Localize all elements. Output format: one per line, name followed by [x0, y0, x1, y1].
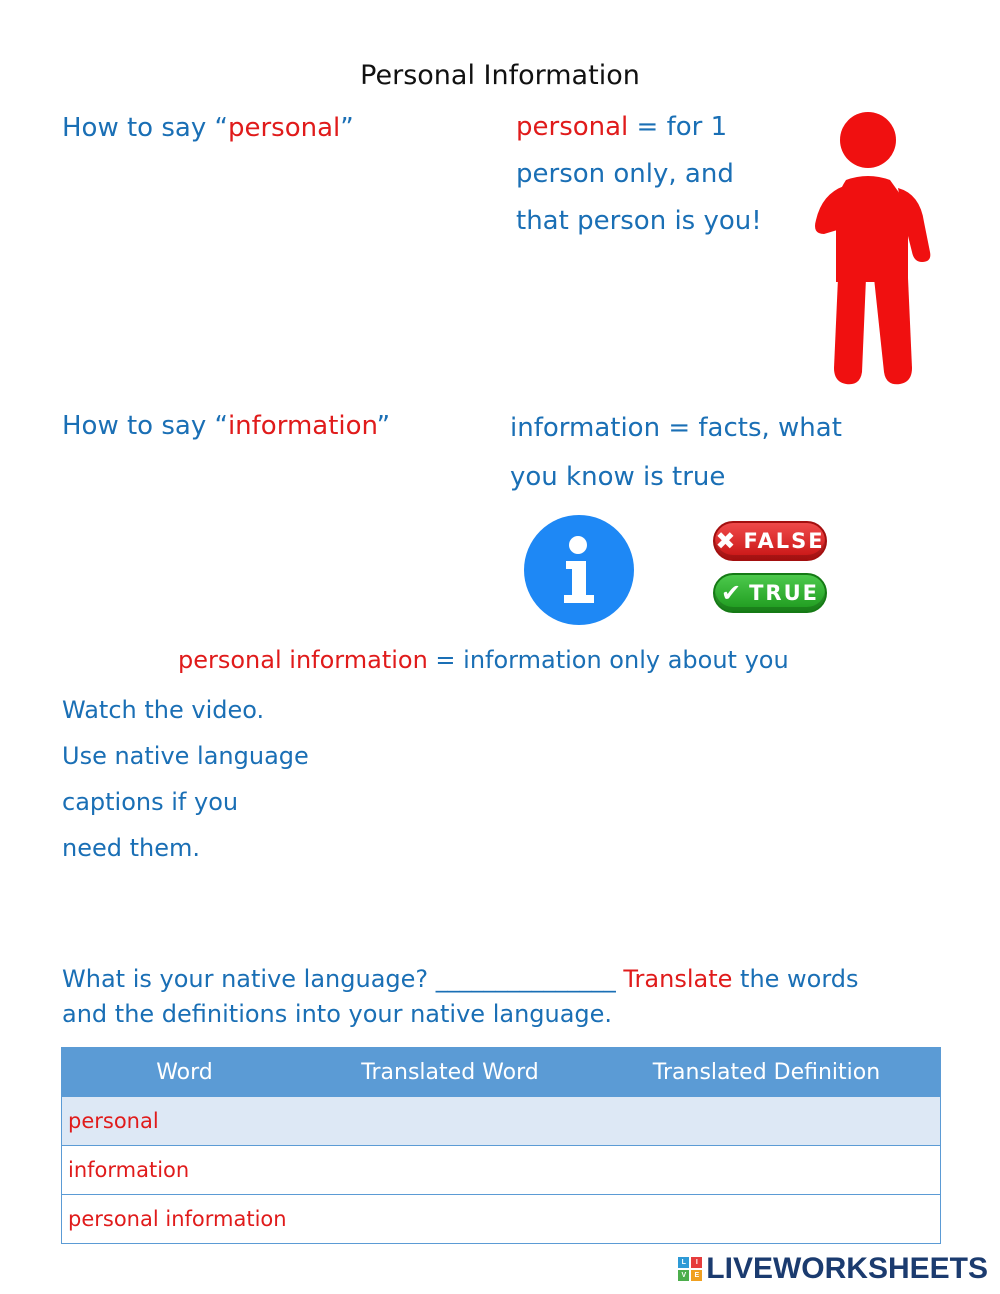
word-cell: personal	[62, 1097, 308, 1146]
x-icon: ✖	[715, 527, 738, 555]
translation-table	[61, 1047, 941, 1244]
definition-line: that person is you!	[516, 206, 762, 236]
how-to-say-personal	[62, 113, 354, 143]
brand-name: LIVEWORKSHEETS	[706, 1252, 988, 1285]
how-to-say-information	[62, 411, 390, 441]
definition-rest: = for 1	[628, 112, 728, 142]
question-line2: and the definitions into your native language.	[62, 1000, 613, 1028]
false-label: FALSE	[743, 529, 825, 553]
how-to-prefix: How to say “	[62, 113, 228, 143]
translated-definition-cell[interactable]	[593, 1097, 941, 1146]
header-translated-definition: Translated Definition	[593, 1048, 941, 1097]
how-to-suffix: ”	[376, 411, 391, 441]
how-to-suffix: ”	[340, 113, 354, 143]
header-translated-word: Translated Word	[308, 1048, 593, 1097]
combined-definition: = information only about you	[427, 646, 789, 674]
combined-term: personal information	[178, 646, 428, 674]
instruction-line: captions if you	[62, 788, 239, 816]
definition-line: you know is true	[510, 462, 726, 492]
information-word: information	[227, 411, 377, 441]
information-definition	[510, 404, 842, 502]
translated-definition-cell[interactable]	[593, 1195, 941, 1244]
logo-grid-icon: L I V E	[678, 1257, 702, 1281]
true-label: TRUE	[749, 581, 819, 605]
true-badge	[713, 573, 827, 613]
instruction-line: Watch the video.	[62, 696, 265, 724]
definition-term: personal	[516, 112, 629, 142]
liveworksheets-logo[interactable]	[678, 1252, 988, 1286]
instruction-line: need them.	[62, 834, 200, 862]
word-cell: personal information	[62, 1195, 308, 1244]
check-icon: ✔	[720, 579, 744, 607]
definition-line: person only, and	[516, 159, 734, 189]
translated-word-cell[interactable]	[308, 1195, 593, 1244]
false-badge	[713, 521, 827, 561]
personal-information-definition	[178, 646, 789, 674]
person-pointing-icon	[808, 102, 938, 392]
table-row	[62, 1195, 941, 1244]
personal-word: personal	[227, 113, 341, 143]
question-prompt: What is your native language? _______________	[62, 965, 624, 993]
translate-word: Translate	[623, 965, 733, 993]
how-to-prefix: How to say “	[62, 411, 228, 441]
word-cell: information	[62, 1146, 308, 1195]
video-instructions	[62, 687, 309, 871]
native-language-question	[62, 962, 859, 1032]
table-row	[62, 1146, 941, 1195]
translated-definition-cell[interactable]	[593, 1146, 941, 1195]
info-icon	[524, 515, 634, 625]
translated-word-cell[interactable]	[308, 1146, 593, 1195]
instruction-line: Use native language	[62, 742, 309, 770]
personal-definition	[516, 104, 762, 245]
table-header-row	[62, 1048, 941, 1097]
definition-line: information = facts, what	[510, 413, 842, 443]
translated-word-cell[interactable]	[308, 1097, 593, 1146]
page-title: Personal Information	[360, 60, 640, 91]
header-word: Word	[62, 1048, 308, 1097]
table-row	[62, 1097, 941, 1146]
question-rest: the words	[732, 965, 859, 993]
